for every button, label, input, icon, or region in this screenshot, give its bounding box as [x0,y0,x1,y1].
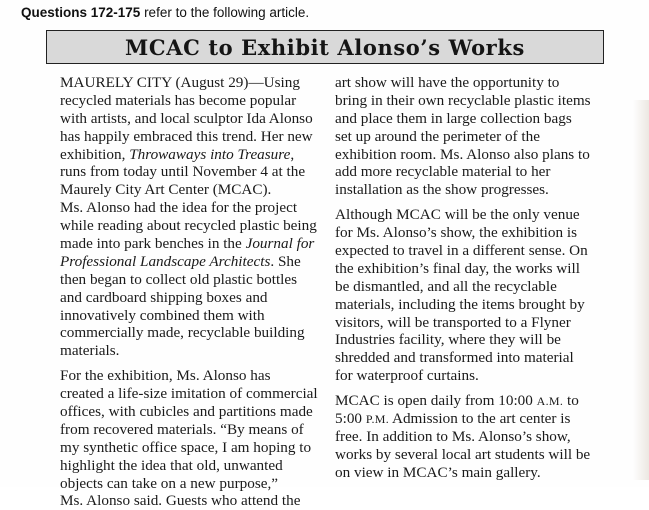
text-line: bring in their own recyclable plastic items [335,91,591,109]
text-line: for waterproof curtains. [335,367,479,385]
text-line: expected to travel in a different sense. On [335,242,588,260]
journal-title: Professional Landscape Architects [60,252,271,270]
paragraph-5 [335,392,603,481]
paragraph-3 [335,74,603,199]
text-line: be dismantled, and all the recyclable [335,277,557,295]
paragraph-4 [335,206,603,385]
headline-banner [46,30,604,64]
text-line: materials, including the items brought by [335,295,585,313]
text-line: commercially made, recyclable building [60,324,305,342]
text-line: installation as the show progresses. [335,181,549,199]
text-line: Ms. Alonso said. Guests who attend the [60,492,301,510]
text-line: For the exhibition, Ms. Alonso has [60,367,271,385]
questions-instruction [21,5,309,20]
text-line: objects can take on a new purpose,” [60,474,279,492]
text-line: Although MCAC will be the only venue [335,206,580,224]
text-line: visitors, will be transported to a Flyner [335,313,571,331]
text-line: and place them in large collection bags [335,109,572,127]
text-line: highlight the idea that old, unwanted [60,456,283,474]
text-line: shredded and transformed into material [335,349,574,367]
text-line: created a life-size imitation of commercial [60,385,318,403]
article-column-right [335,74,603,482]
paragraph-1 [60,74,335,360]
text-line: on view in MCAC’s main gallery. [335,463,541,481]
text-line: runs from today until November 4 at the [60,163,306,181]
text-line: Maurely City Art Center (MCAC). [60,181,272,199]
page-edge-shadow [633,100,649,480]
text-line: for Ms. Alonso’s show, the exhibition is [335,224,578,242]
text-line: art show will have the opportunity to [335,74,560,91]
text-line: add more recyclable material to her [335,163,551,181]
text-line: offices, with cubicles and partitions made [60,403,313,421]
text-line: with artists, and local sculptor Ida Alonso [60,109,313,127]
text-line: Ms. Alonso had the idea for the project [60,199,298,217]
text-line: set up around the perimeter of the [335,127,540,145]
questions-instruction-text: refer to the following article. [140,5,310,20]
questions-range: Questions 172-175 [21,5,141,20]
text-line: innovatively combined them with [60,306,265,324]
text-line: my synthetic office space, I am hoping to [60,438,312,456]
text-line: has happily embraced this trend. Her new [60,127,313,145]
article-column-left [60,74,335,510]
text-line: from recovered materials. “By means of [60,420,304,438]
text-line: free. In addition to Ms. Alonso’s show, [335,427,571,445]
text-line: made into park benches in the Journal for [60,235,315,253]
paragraph-2 [60,367,335,510]
exhibition-title: Throwaways into Treasure [129,145,291,163]
text-line: 5:00 P.M. Admission to the art center is [335,410,571,428]
text-line: works by several local art students will be [335,445,591,463]
text-line: MCAC is open daily from 10:00 A.M. to [335,392,579,410]
text-line: while reading about recycled plastic being [60,217,317,235]
text-line: materials. [60,342,120,360]
text-line: exhibition room. Ms. Alonso also plans to [335,145,590,163]
text-line: Industries facility, where they will be [335,331,561,349]
text-line: then began to collect old plastic bottles [60,270,298,288]
text-line: exhibition, Throwaways into Treasure, [60,145,295,163]
text-line: MAURELY CITY (August 29)—Using [60,74,300,91]
journal-title: Journal for [245,235,315,253]
text-line: and cardboard shipping boxes and [60,288,268,306]
article-headline: MCAC to Exhibit Alonso’s Works [125,35,525,60]
text-line: recycled materials has become popular [60,91,297,109]
text-line: the exhibition’s final day, the works will [335,259,580,277]
text-line: Professional Landscape Architects. She [60,252,301,270]
